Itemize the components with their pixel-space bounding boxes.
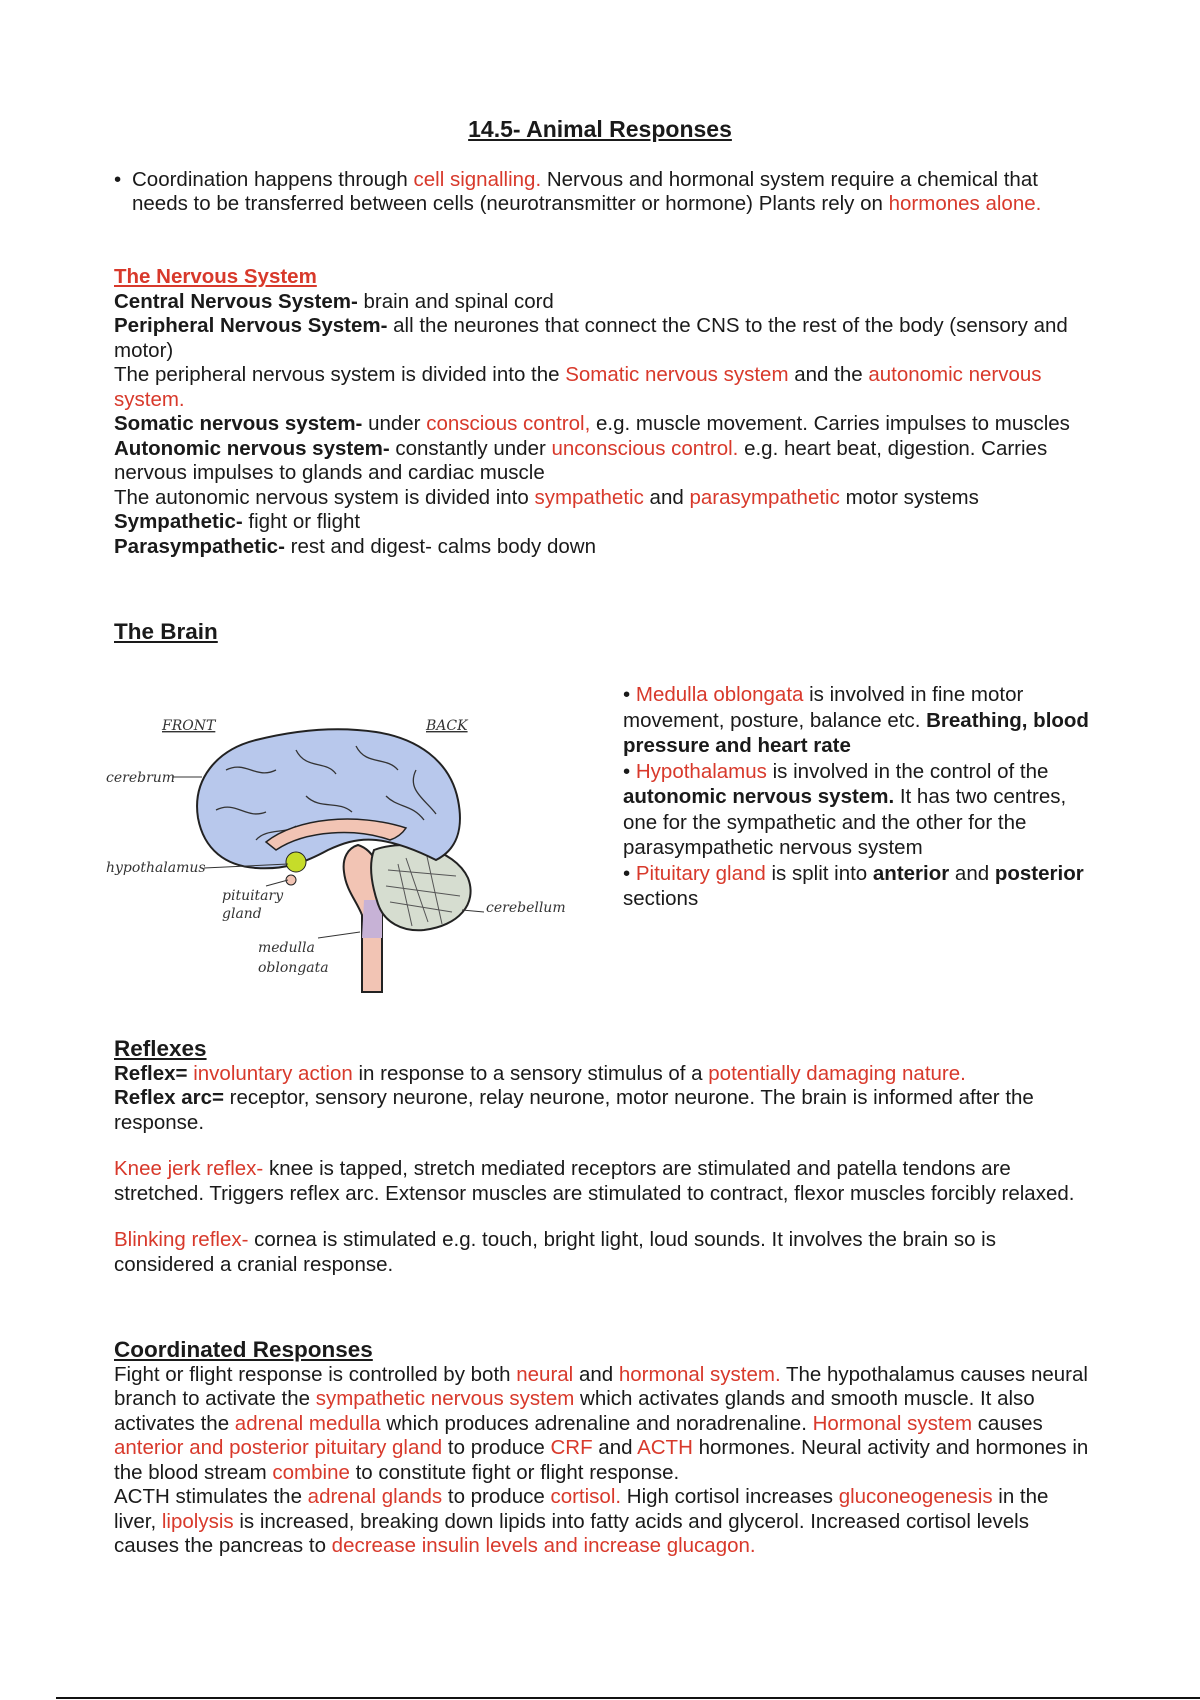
highlight-somatic: Somatic nervous system xyxy=(565,363,789,386)
intro-bullet xyxy=(114,168,1094,216)
pns-line xyxy=(114,314,1094,363)
bold-part: anterior xyxy=(872,861,950,885)
text-part: causes xyxy=(972,1411,1043,1435)
sympathetic-term: Sympathetic- xyxy=(114,510,243,533)
label-cerebrum: cerebrum xyxy=(106,770,176,786)
cns-term: Central Nervous System- xyxy=(114,289,358,313)
highlight: gluconeogenesis xyxy=(838,1485,993,1508)
somatic-line xyxy=(114,412,1094,437)
highlight-involuntary: involuntary action xyxy=(193,1061,353,1085)
cerebellum-pointer xyxy=(462,910,484,912)
highlight: neural xyxy=(516,1362,574,1386)
highlight: decrease insulin levels and increase glucagon. xyxy=(331,1534,756,1557)
text-part: in response to a sensory stimulus of a xyxy=(352,1061,709,1085)
highlight-conscious: conscious control, xyxy=(426,412,591,435)
bullet-dot: • xyxy=(114,168,122,191)
highlight: hormonal system. xyxy=(618,1362,781,1386)
text-part: is involved in the control of the xyxy=(766,759,1049,783)
intro-text xyxy=(132,168,1094,216)
blinking-text: cornea is stimulated e.g. touch, bright light, loud sounds. It involves the brain so is considered a cranial response. xyxy=(114,1228,996,1276)
sympathetic-text: fight or flight xyxy=(242,510,361,533)
highlight: lipolysis xyxy=(161,1509,234,1533)
sympathetic-line xyxy=(114,510,1094,535)
text-part: is split into xyxy=(765,861,873,885)
reflex-arc-term: Reflex arc= xyxy=(114,1086,224,1109)
intro-text-part: Nervous and hormonal system require a chemical that needs to be transferred between cells (neurotransmitter or hormone) Plants rely on xyxy=(132,168,1038,215)
cerebrum-shape xyxy=(197,729,460,868)
text-part: sections xyxy=(623,887,699,910)
highlight-pituitary: Pituitary gland xyxy=(635,861,766,885)
label-cerebellum: cerebellum xyxy=(486,900,566,916)
parasympathetic-line xyxy=(114,535,1094,560)
label-medulla: medulla xyxy=(258,940,315,956)
label-oblongata: oblongata xyxy=(258,960,329,976)
bold-part: autonomic nervous system. xyxy=(623,785,895,808)
highlight-medulla: Medulla oblongata xyxy=(635,683,804,706)
text-part: constantly under xyxy=(389,436,552,460)
cns-line xyxy=(114,290,1094,315)
text-part: to constitute fight or flight response. xyxy=(349,1460,680,1484)
highlight: adrenal glands xyxy=(307,1485,443,1508)
highlight-parasympathetic: parasympathetic xyxy=(689,485,840,509)
coordinated-responses-section xyxy=(114,1338,1094,1559)
somatic-term: Somatic nervous system- xyxy=(114,412,363,435)
page-title: 14.5- Animal Responses xyxy=(468,116,732,142)
pns-division-line xyxy=(114,363,1094,412)
knee-jerk-paragraph xyxy=(114,1157,1094,1206)
brain-illustration xyxy=(106,700,576,1000)
hypothalamus-shape xyxy=(286,852,306,872)
coordinated-heading: Coordinated Responses xyxy=(114,1337,373,1362)
bottom-rule xyxy=(56,1697,1200,1699)
reflex-term: Reflex= xyxy=(114,1061,188,1085)
brain-notes xyxy=(623,682,1093,912)
text-part: and xyxy=(643,485,690,509)
text-part: It has two centres, one for the sympathetic and the other for the parasympathetic nervous system xyxy=(623,785,1067,859)
parasympathetic-term: Parasympathetic- xyxy=(114,534,285,558)
highlight: anterior and posterior pituitary gland xyxy=(114,1436,443,1459)
nervous-system-heading: The Nervous System xyxy=(114,265,317,288)
text-part: The hypothalamus causes neural branch to activate the xyxy=(114,1362,1088,1410)
text-part: hormones. Neural activity and hormones in the blood stream xyxy=(114,1436,1089,1484)
text-part: to produce xyxy=(442,1436,551,1459)
text-part: The peripheral nervous system is divided into the xyxy=(114,363,566,386)
label-gland: gland xyxy=(222,906,262,922)
text-part: to produce xyxy=(442,1485,551,1508)
ans-division-line xyxy=(114,486,1094,511)
highlight: sympathetic nervous system xyxy=(315,1387,575,1410)
text-part: motor systems xyxy=(839,485,979,509)
pns-term: Peripheral Nervous System- xyxy=(114,314,388,337)
highlight-hormones-alone: hormones alone. xyxy=(888,192,1042,215)
highlight-sympathetic: sympathetic xyxy=(534,485,644,509)
autonomic-line xyxy=(114,437,1094,486)
coordinated-paragraph-1 xyxy=(114,1363,1094,1486)
label-back: BACK xyxy=(426,718,468,734)
reflexes-section xyxy=(114,1037,1094,1277)
knee-jerk-text: knee is tapped, stretch mediated receptors are stimulated and patella tendons are stretched. Triggers reflex arc. Extensor muscles are stimulated to contract, flexor muscles forcibly relaxed. xyxy=(114,1157,1075,1205)
parasympathetic-text: rest and digest- calms body down xyxy=(284,534,596,558)
highlight-damaging: potentially damaging nature. xyxy=(708,1061,966,1085)
nervous-system-section xyxy=(114,265,1094,559)
text-part: ACTH stimulates the xyxy=(114,1485,308,1508)
text-part: and xyxy=(949,861,995,885)
cns-text: brain and spinal cord xyxy=(357,289,554,313)
highlight: CRF xyxy=(550,1436,593,1459)
text-part: which activates glands and smooth muscle. It also activates the xyxy=(114,1387,1035,1435)
brain-heading: The Brain xyxy=(114,619,218,644)
highlight: combine xyxy=(272,1460,350,1484)
bold-part: Breathing, blood pressure and heart rate xyxy=(623,708,1089,757)
blinking-paragraph xyxy=(114,1228,1094,1277)
text-part: and xyxy=(592,1436,638,1459)
reflexes-heading: Reflexes xyxy=(114,1036,207,1061)
highlight-unconscious: unconscious control. xyxy=(551,436,739,460)
text-part: in the liver, xyxy=(114,1485,1049,1533)
intro-text-part: Coordination happens through xyxy=(132,168,414,191)
text-part: Fight or flight response is controlled by both xyxy=(114,1362,517,1386)
highlight: adrenal medulla xyxy=(234,1411,381,1435)
highlight: Hormonal system xyxy=(812,1411,973,1435)
reflex-definition xyxy=(114,1062,1094,1087)
reflex-arc-text: receptor, sensory neurone, relay neurone, motor neurone. The brain is informed after the response. xyxy=(114,1086,1034,1134)
pituitary-pointer xyxy=(266,880,288,886)
text-part: The autonomic nervous system is divided into xyxy=(114,485,535,509)
text-part: e.g. heart beat, digestion. Carries nervous impulses to glands and cardiac muscle xyxy=(114,436,1048,484)
label-front: FRONT xyxy=(162,718,216,734)
cerebellum-shape xyxy=(371,845,471,930)
text-part: e.g. muscle movement. Carries impulses to muscles xyxy=(590,412,1070,435)
highlight-hypothalamus: Hypothalamus xyxy=(635,759,767,783)
reflex-arc-definition xyxy=(114,1086,1094,1135)
text-part: and xyxy=(573,1362,619,1386)
label-pituitary: pituitary xyxy=(222,888,284,904)
text-part: is involved in fine motor movement, posture, balance etc. xyxy=(623,683,1024,732)
highlight-blinking: Blinking reflex- xyxy=(114,1228,249,1251)
bold-part: posterior xyxy=(994,861,1084,885)
text-part: which produces adrenaline and noradrenaline. xyxy=(380,1411,813,1435)
highlight-autonomic: autonomic nervous system. xyxy=(114,363,1042,411)
highlight: cortisol. xyxy=(550,1485,622,1508)
note-pituitary: • Pituitary gland is split into anterior and posterior sections xyxy=(623,861,1084,910)
highlight-cell-signalling: cell signalling. xyxy=(413,168,542,191)
highlight-knee-jerk: Knee jerk reflex- xyxy=(114,1157,264,1180)
highlight: ACTH xyxy=(637,1436,693,1459)
text-part: is increased, breaking down lipids into fatty acids and glycerol. Increased cortisol levels causes the pancreas to xyxy=(114,1509,1029,1557)
note-medulla: • Medulla oblongata is involved in fine motor movement, posture, balance etc. Breathing, blood pressure and heart rate xyxy=(623,683,1089,757)
text-part: High cortisol increases xyxy=(621,1485,839,1508)
pns-text: all the neurones that connect the CNS to the rest of the body (sensory and motor) xyxy=(114,314,1068,362)
medulla-pointer xyxy=(318,932,360,938)
label-hypothalamus: hypothalamus xyxy=(106,860,206,876)
brain-diagram xyxy=(106,700,576,1000)
coordinated-paragraph-2 xyxy=(114,1485,1094,1559)
text-part: and the xyxy=(788,363,869,386)
autonomic-term: Autonomic nervous system- xyxy=(114,436,390,460)
text-part: under xyxy=(362,412,427,435)
note-hypothalamus: • Hypothalamus is involved in the control of the autonomic nervous system. It has two centres, one for the sympathetic and the other for the parasympathetic nervous system xyxy=(623,759,1067,859)
